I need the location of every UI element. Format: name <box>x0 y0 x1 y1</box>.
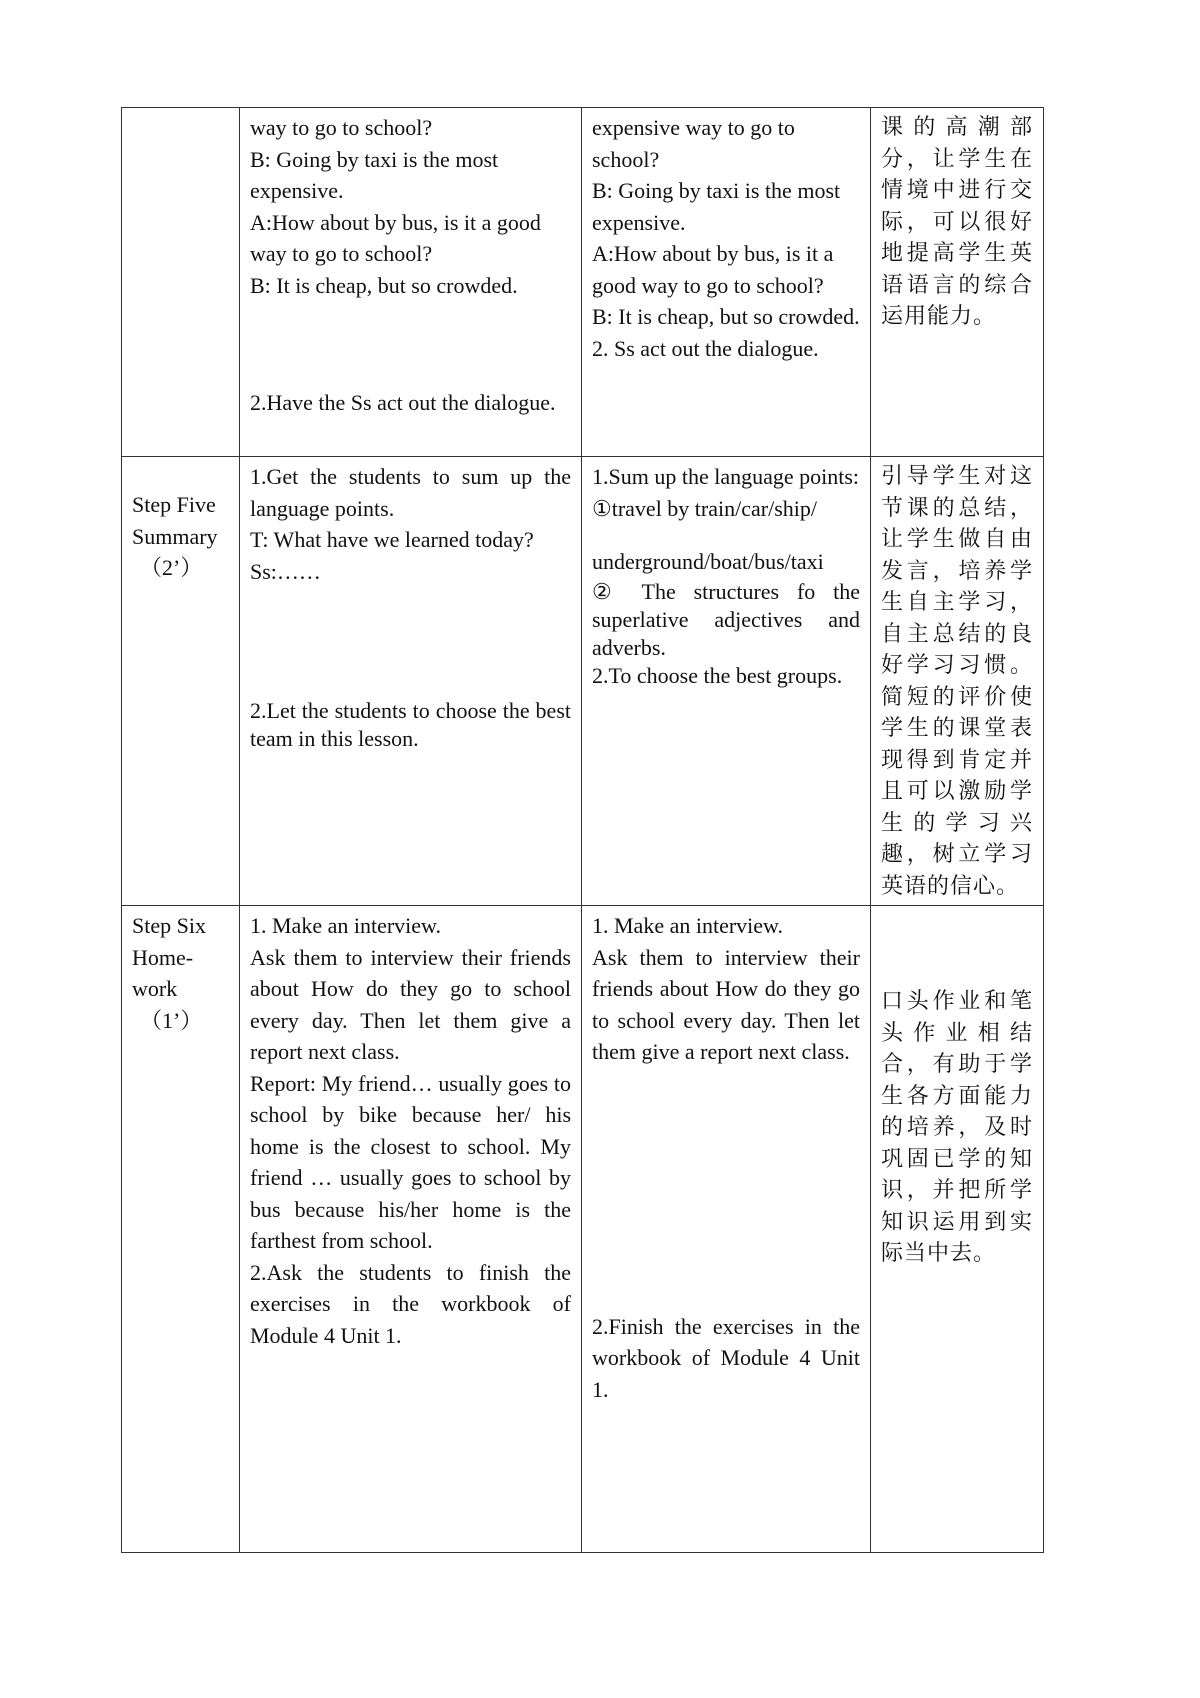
student-activity-cell <box>582 457 871 906</box>
step-cell <box>122 457 240 906</box>
table-row <box>122 108 1044 457</box>
purpose-cell <box>871 457 1044 906</box>
purpose-cell <box>871 108 1044 457</box>
student-line: ①travel by train/car/ship/ <box>592 495 817 521</box>
student-line: Ask them to interview their friends about How do they go to school every day. Then let them give a report next class. <box>592 944 860 1064</box>
teacher-line: 2.Ask the students to finish the exercises in the workbook of Module 4 Unit 1. <box>250 1259 571 1348</box>
step-title: Summary <box>132 523 218 549</box>
teacher-activity-cell <box>240 906 582 1553</box>
table-row <box>122 457 1044 906</box>
purpose-text: 引导学生对这节课的总结，让学生做自由发言，培养学生自主学习，自主总结的良好学习习惯。简短的评价使学生的课堂表现得到肯定并且可以激励学生的学习兴趣，树立学习英语的信心。 <box>881 464 1033 899</box>
student-activity-cell <box>582 906 871 1553</box>
step-time: （1’） <box>140 1007 203 1033</box>
student-activity-cell <box>582 108 871 457</box>
student-line: B: Going by taxi is the most expensive. <box>592 178 841 235</box>
step-label: Step Six <box>132 913 206 938</box>
purpose-text: 课的高潮部分，让学生在情境中进行交际，可以很好地提高学生英语语言的综合运用能力。 <box>881 115 1033 329</box>
teacher-line: Ask them to interview their friends about How do they go to school every day. Then let them give a report next class. <box>250 944 571 1064</box>
purpose-text: 口头作业和笔头作业相结合，有助于学生各方面能力的培养，及时巩固已学的知识，并把所学知识运用到实际当中去。 <box>881 989 1033 1266</box>
student-line: expensive way to go to school? <box>592 115 795 172</box>
teacher-line: 2.Have the Ss act out the dialogue. <box>250 390 556 415</box>
teacher-line: Ss:…… <box>250 558 321 584</box>
student-line: 2.Finish the exercises in the workbook of Module 4 Unit 1. <box>592 1313 860 1402</box>
teacher-line: 1.Get the students to sum up the language points. <box>250 464 571 521</box>
table-row <box>122 906 1044 1553</box>
teacher-activity-cell <box>240 108 582 457</box>
student-line: 2. Ss act out the dialogue. <box>592 335 819 361</box>
step-time: （2’） <box>140 555 203 580</box>
student-line: ② The structures fo the superlative adjectives and adverbs. <box>592 578 860 660</box>
step-label: Step Five <box>132 492 216 517</box>
teacher-line: B: Going by taxi is the most expensive. <box>250 146 499 203</box>
purpose-cell <box>871 906 1044 1553</box>
teacher-line: 2.Let the students to choose the best team in this lesson. <box>250 698 571 751</box>
student-line: B: It is cheap, but so crowded. <box>592 304 860 329</box>
student-line: 1. Make an interview. <box>592 913 784 938</box>
student-line: 2.To choose the best groups. <box>592 662 843 688</box>
teacher-line: 1. Make an interview. <box>250 913 442 938</box>
step-title: Home-work <box>132 944 194 1001</box>
step-cell <box>122 906 240 1553</box>
teacher-line: T: What have we learned today? <box>250 527 534 552</box>
lesson-plan-table <box>121 107 1044 1553</box>
student-line: 1.Sum up the language points: <box>592 464 860 489</box>
student-line: A:How about by bus, is it a good way to go to school? <box>592 241 834 298</box>
teacher-line: way to go to school? <box>250 115 433 140</box>
step-cell <box>122 108 240 457</box>
teacher-line: B: It is cheap, but so crowded. <box>250 272 518 298</box>
teacher-line: A:How about by bus, is it a good way to go to school? <box>250 209 541 266</box>
student-line: underground/boat/bus/taxi <box>592 549 824 574</box>
teacher-line: Report: My friend… usually goes to school by bike because her/ his home is the closest to school. My friend … usually goes to school by bus because his/her home is the farthest from school. <box>250 1070 571 1253</box>
teacher-activity-cell <box>240 457 582 906</box>
